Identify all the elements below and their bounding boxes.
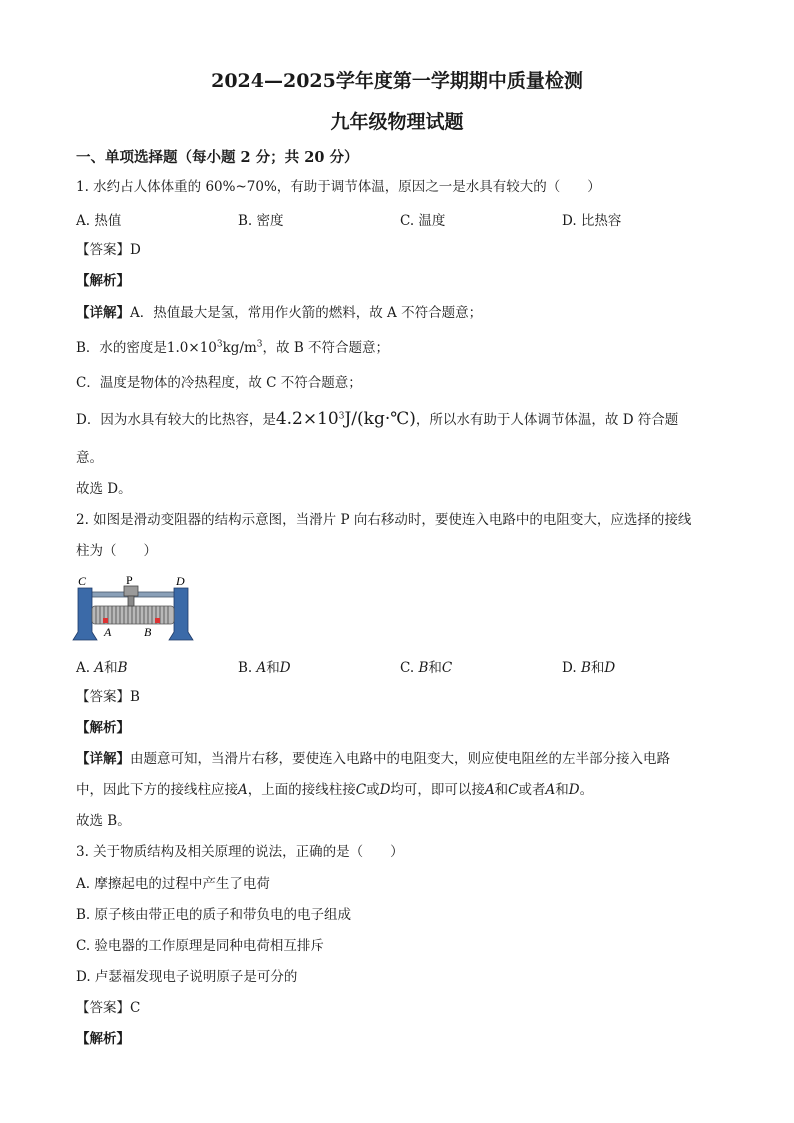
q3-option-b: B. 原子核由带正电的质子和带负电的电子组成	[76, 907, 352, 923]
q1-detail-d: D．因为水具有较大的比热容，是$4.2\times 10^3J/(kg\cdot℃)$，所以水有助于人体调节体温，故 D 符合题	[76, 409, 679, 429]
q1-detail-c: C．温度是物体的冷热程度，故 C 不符合题意；	[76, 375, 362, 391]
q3-analysis-label: 【解析】	[76, 1031, 130, 1047]
q2-analysis-label: 【解析】	[76, 720, 130, 736]
terminal-a	[103, 618, 108, 623]
section-heading: 一、单项选择题（每小题 2 分；共 20 分）	[76, 149, 359, 166]
label-c: C	[78, 574, 87, 588]
q3-option-c: C. 验电器的工作原理是同种电荷相互排斥	[76, 938, 324, 954]
q2-option-a: A. A和B	[76, 660, 128, 676]
q1-option-b: B. 密度	[238, 213, 284, 229]
slide-rheostat-figure	[72, 574, 194, 644]
q1-detail-b: B．水的密度是$1.0\times 10^3kg/m^3$，故 B 不符合题意；	[76, 339, 390, 356]
q1-analysis-label: 【解析】	[76, 273, 130, 289]
terminal-b	[155, 618, 160, 623]
q3-option-a: A. 摩擦起电的过程中产生了电荷	[76, 876, 270, 892]
label-a: A	[104, 625, 112, 639]
q1-option-d: D. 比热容	[562, 213, 622, 229]
q1-option-a: A. 热值	[76, 213, 122, 229]
q1-stem: 1. 水约占人体体重的 60%~70%，有助于调节体温，原因之一是水具有较大的（ ）	[76, 179, 601, 195]
q2-stem-2: 柱为（ ）	[76, 543, 157, 559]
exam-subtitle: 九年级物理试题	[330, 111, 464, 133]
q2-detail-2: 中，因此下方的接线柱应接A，上面的接线柱接C或D均可，即可以接A和C或者A和D。	[76, 782, 594, 798]
q2-option-c: C. B和C	[400, 660, 453, 676]
q2-detail-1: 【详解】由题意可知，当滑片右移，要使连入电路中的电阻变大，则应使电阻丝的左半部分接入电路	[76, 751, 670, 767]
q3-answer: 【答案】C	[76, 1000, 141, 1016]
q2-conclusion: 故选 B。	[76, 813, 131, 829]
q1-detail-a: 【详解】A．热值最大是氢，常用作火箭的燃料，故 A 不符合题意；	[76, 305, 483, 321]
q1-option-c: C. 温度	[400, 213, 446, 229]
q1-detail-d-cont: 意。	[76, 450, 103, 466]
q1-conclusion: 故选 D。	[76, 481, 132, 497]
detail-tag: 【详解】	[76, 751, 130, 767]
label-p: P	[126, 574, 133, 587]
exam-title: 2024—2025学年度第一学期期中质量检测	[211, 70, 583, 92]
rheostat-diagram	[72, 574, 194, 644]
q3-stem: 3. 关于物质结构及相关原理的说法，正确的是（ ）	[76, 844, 404, 860]
label-d: D	[176, 574, 185, 588]
q2-option-d: D. B和D	[562, 660, 616, 676]
label-b: B	[144, 625, 152, 639]
q1-answer: 【答案】D	[76, 242, 141, 258]
detail-tag: 【详解】	[76, 305, 130, 321]
q2-option-b: B. A和D	[238, 660, 291, 676]
q2-stem-1: 2. 如图是滑动变阻器的结构示意图，当滑片 P 向右移动时，要使连入电路中的电阻变大，应选择的接线	[76, 512, 692, 528]
q2-answer: 【答案】B	[76, 689, 140, 705]
q3-option-d: D. 卢瑟福发现电子说明原子是可分的	[76, 969, 298, 985]
